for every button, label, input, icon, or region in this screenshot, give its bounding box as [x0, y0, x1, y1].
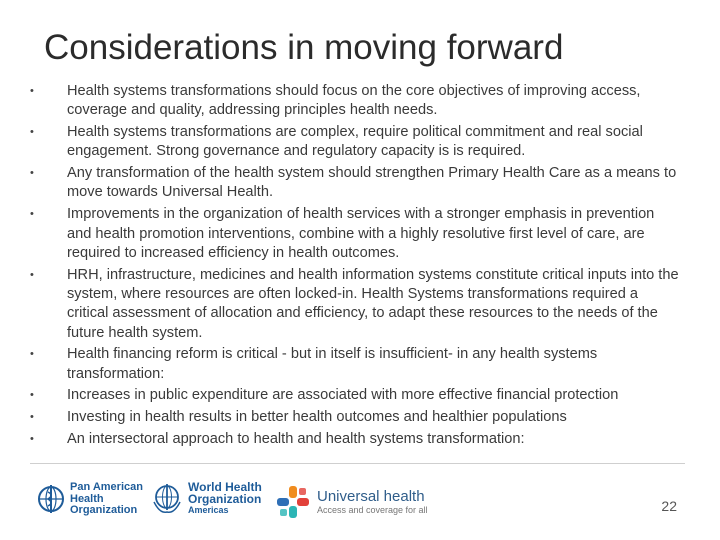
bullet-dot: • — [30, 348, 34, 361]
bullet-text: Investing in health results in better health outcomes and healthier populations — [67, 409, 567, 426]
bullet-item — [30, 82, 680, 121]
bullet-text: An intersectoral approach to health and health systems transformation: — [67, 431, 525, 448]
bullet-dot: • — [30, 411, 34, 424]
bullet-text: Health systems transformations are complex, require political commitment and real social engagement. Strong governance and regulatory capacity is is required. — [67, 124, 643, 160]
bullet-text: HRH, infrastructure, medicines and health information systems constitute critical inputs into the system, where resources are often locked-in. Health Systems transformations required a critical assessment of allocation and efficiency, to adapt these resources to the needs of the future health system. — [67, 266, 679, 341]
bullet-item — [30, 345, 680, 384]
bullet-item — [30, 205, 680, 263]
slide-footer — [0, 470, 720, 540]
bullet-dot: • — [30, 85, 34, 97]
footer-divider — [30, 463, 685, 464]
uh-title: Universal health — [317, 487, 425, 505]
who-name-line2: Organization — [188, 491, 262, 506]
bullet-dot: • — [30, 208, 34, 221]
bullet-text: Increases in public expenditure are associated with more effective financial protection — [67, 387, 619, 404]
who-name-line1: World Health — [188, 480, 262, 494]
bullet-text: Health financing reform is critical - but in itself is insufficient- in any health systems transformation: — [67, 346, 598, 382]
universal-health-cross-icon — [275, 484, 311, 520]
who-name-line3: Americas — [188, 505, 229, 515]
bullet-item — [30, 266, 680, 343]
bullet-dot: • — [30, 167, 34, 180]
bullet-text: Any transformation of the health system should strengthen Primary Health Care as a means to move towards Universal Health. — [67, 165, 677, 201]
page-number: 22 — [661, 498, 677, 514]
paho-emblem-icon — [36, 482, 66, 516]
bullet-item — [30, 430, 680, 449]
bullet-text: Health systems transformations should focus on the core objectives of improving access, coverage and quality, addressing principles health needs. — [67, 83, 641, 119]
bullet-dot: • — [30, 126, 34, 139]
paho-name-line2: Health — [70, 492, 104, 505]
bullet-item — [30, 123, 680, 162]
paho-name-line3: Organization — [70, 504, 138, 516]
bullet-dot: • — [30, 433, 34, 446]
universal-health-logo — [275, 484, 428, 520]
bullet-list — [30, 82, 680, 452]
uh-subtitle: Access and coverage for all — [317, 504, 428, 515]
bullet-item — [30, 408, 680, 427]
slide-title: Considerations in moving forward — [44, 28, 564, 67]
who-logo — [150, 482, 262, 517]
bullet-item — [30, 386, 680, 405]
bullet-text: Improvements in the organization of health services with a stronger emphasis in prevention and health promotion interventions, combine with a highly resolutive first level of care, are required to increased efficiency in health outcomes. — [67, 206, 655, 261]
who-emblem-icon — [150, 482, 184, 516]
bullet-dot: • — [30, 389, 34, 402]
bullet-item — [30, 164, 680, 203]
bullet-dot: • — [30, 268, 34, 281]
paho-name-line1: Pan American — [70, 481, 143, 493]
paho-logo — [36, 482, 143, 517]
